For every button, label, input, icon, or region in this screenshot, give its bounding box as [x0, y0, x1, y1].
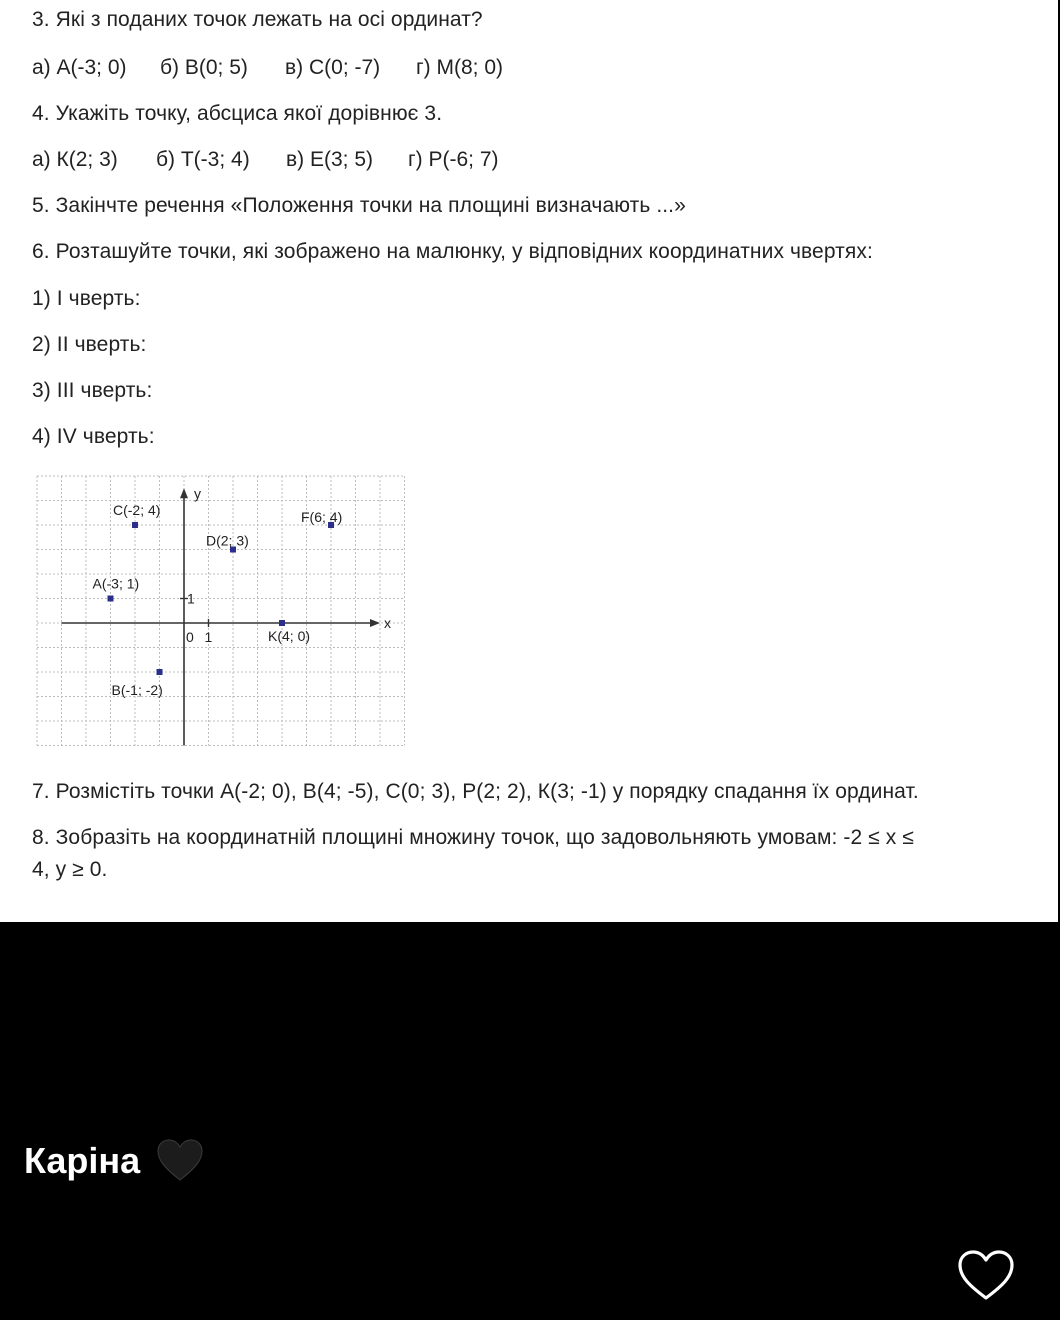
x-unit-label: 1	[204, 629, 213, 645]
data-point	[279, 620, 285, 626]
point-label: K(4; 0)	[268, 628, 311, 644]
quarter-1-label: 1) І чверть:	[32, 287, 141, 310]
origin-label: 0	[186, 629, 194, 645]
question-6: 6. Розташуйте точки, які зображено на малюнку, у відповідних координатних чвертях:	[32, 240, 873, 263]
y-axis-arrow	[180, 488, 188, 498]
point-label: D(2; 3)	[206, 532, 249, 549]
question-8-line-1: 8. Зобразіть на координатній площині множину точок, що задовольняють умовам: -2 ≤ х ≤	[32, 826, 914, 849]
question-3: 3. Які з поданих точок лежать на осі ординат?	[32, 8, 483, 31]
question-4: 4. Укажіть точку, абсциса якої дорівнює 3.	[32, 102, 443, 125]
q3-option-c: в) С(0; -7)	[285, 56, 381, 79]
x-axis-arrow	[370, 619, 380, 627]
black-heart-icon	[156, 1138, 204, 1182]
quarter-4-label: 4) ІV чверть:	[32, 425, 155, 448]
q3-option-d: г) М(8; 0)	[416, 56, 503, 79]
point-label: C(-2; 4)	[113, 502, 161, 518]
q4-option-b: б) Т(-3; 4)	[156, 148, 250, 171]
point-label: A(-3; 1)	[92, 575, 140, 592]
y-unit-label: 1	[187, 590, 195, 607]
coordinate-plane-chart	[31, 470, 411, 754]
post-author-name: Каріна	[24, 1140, 141, 1181]
quarter-2-label: 2) ІІ чверть:	[32, 333, 147, 356]
q4-option-c: в) Е(3; 5)	[286, 148, 374, 171]
question-7: 7. Розмістіть точки А(-2; 0), В(4; -5), С(0; 3), Р(2; 2), К(3; -1) у порядку спадання їх ординат.	[32, 780, 919, 803]
like-heart-button[interactable]	[956, 1248, 1016, 1302]
x-axis-label: x	[384, 615, 391, 631]
y-axis-label: y	[194, 485, 201, 502]
point-label: F(6; 4)	[301, 509, 343, 525]
question-8-line-2: 4, у ≥ 0.	[32, 858, 108, 881]
chart-points	[93, 502, 343, 698]
q4-option-d: г) Р(-6; 7)	[408, 148, 499, 171]
data-point	[157, 669, 163, 675]
quarter-3-label: 3) ІІІ чверть:	[32, 379, 153, 402]
data-point	[108, 596, 114, 602]
point-label: B(-1; -2)	[111, 682, 163, 698]
chart-grid	[37, 476, 405, 746]
q3-option-b: б) В(0; 5)	[160, 56, 248, 79]
q3-option-a: а) А(-3; 0)	[32, 56, 127, 79]
q4-option-a: а) К(2; 3)	[32, 148, 118, 171]
question-5: 5. Закінчте речення «Положення точки на площині визначають ...»	[32, 194, 686, 217]
data-point	[132, 522, 138, 528]
